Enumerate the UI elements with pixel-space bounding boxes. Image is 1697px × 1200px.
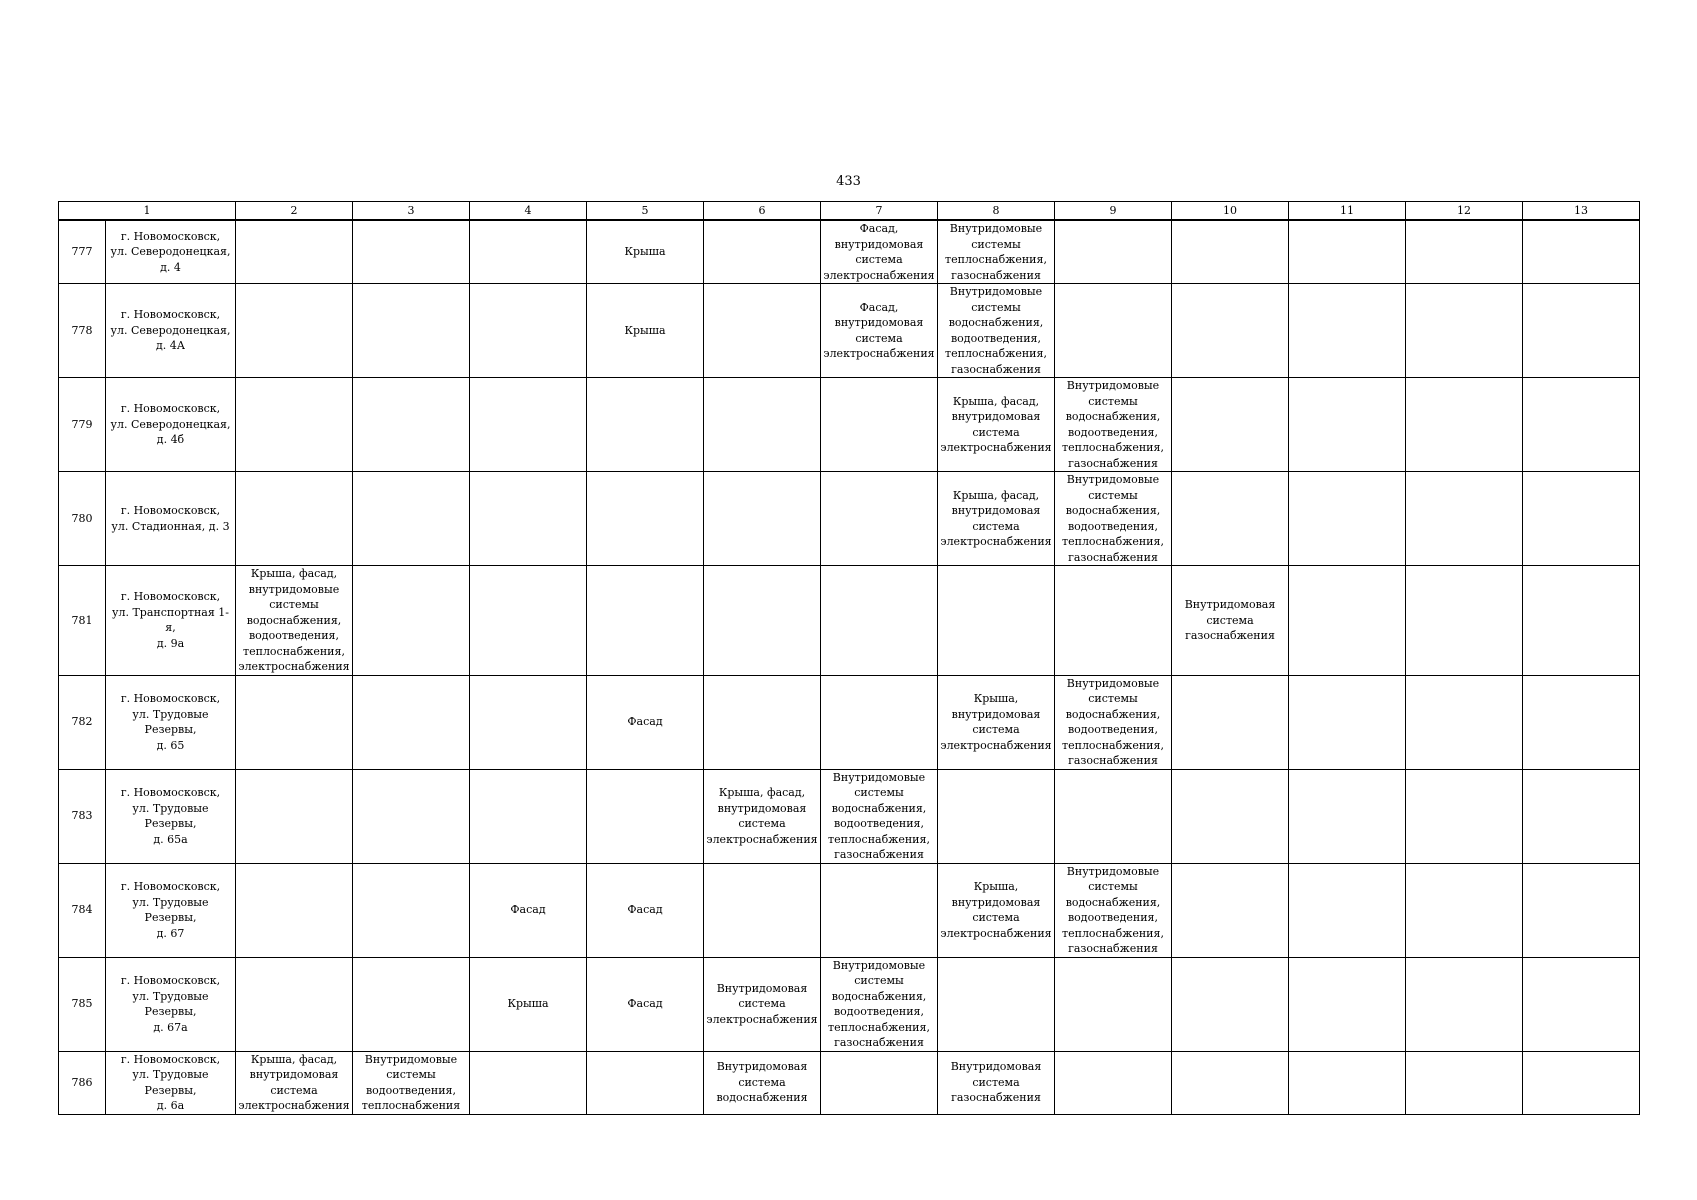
row-number: 778 <box>59 284 106 378</box>
work-cell <box>1523 378 1640 472</box>
work-cell: Внутридомовая система газоснабжения <box>1172 566 1289 676</box>
work-cell <box>587 1051 704 1114</box>
column-header: 7 <box>821 202 938 221</box>
row-number: 786 <box>59 1051 106 1114</box>
work-cell <box>1172 675 1289 769</box>
work-cell: Фасад, внутридомовая система электроснабжения <box>821 220 938 284</box>
work-cell <box>1055 566 1172 676</box>
work-cell <box>1406 1051 1523 1114</box>
work-cell <box>470 284 587 378</box>
work-cell <box>470 1051 587 1114</box>
table-row <box>59 566 1640 676</box>
work-cell <box>1289 566 1406 676</box>
work-cell: Внутридомовые системы водоснабжения, водоотведения, теплоснабжения, газоснабжения <box>1055 675 1172 769</box>
work-cell: Внутридомовые системы водоснабжения, водоотведения, теплоснабжения, газоснабжения <box>938 284 1055 378</box>
column-header: 8 <box>938 202 1055 221</box>
work-cell <box>821 378 938 472</box>
table-row <box>59 957 1640 1051</box>
work-cell: Крыша, фасад, внутридомовая система электроснабжения <box>938 378 1055 472</box>
work-cell: Внутридомовые системы водоснабжения, водоотведения, теплоснабжения, газоснабжения <box>821 769 938 863</box>
work-cell <box>1172 284 1289 378</box>
work-cell <box>1289 378 1406 472</box>
work-cell: Крыша <box>587 220 704 284</box>
work-cell: Фасад <box>587 957 704 1051</box>
row-number: 779 <box>59 378 106 472</box>
work-cell <box>1523 284 1640 378</box>
work-cell <box>1289 220 1406 284</box>
work-cell: Крыша <box>470 957 587 1051</box>
work-cell <box>587 378 704 472</box>
repair-schedule-table <box>58 201 1640 1115</box>
work-cell: Фасад <box>587 675 704 769</box>
work-cell <box>938 566 1055 676</box>
column-header: 9 <box>1055 202 1172 221</box>
work-cell <box>470 769 587 863</box>
address-cell: г. Новомосковск, ул. Северодонецкая, д. 4б <box>106 378 236 472</box>
work-cell <box>1289 957 1406 1051</box>
work-cell <box>704 566 821 676</box>
work-cell <box>353 863 470 957</box>
work-cell <box>1289 863 1406 957</box>
work-cell <box>470 472 587 566</box>
work-cell <box>1172 220 1289 284</box>
work-cell <box>1406 378 1523 472</box>
work-cell <box>704 863 821 957</box>
work-cell <box>704 378 821 472</box>
work-cell <box>353 220 470 284</box>
address-cell: г. Новомосковск, ул. Транспортная 1-я, д. 9а <box>106 566 236 676</box>
work-cell <box>470 675 587 769</box>
work-cell <box>1523 566 1640 676</box>
work-cell <box>353 472 470 566</box>
address-cell: г. Новомосковск, ул. Трудовые Резервы, д. 67 <box>106 863 236 957</box>
work-cell: Внутридомовые системы водоснабжения, водоотведения, теплоснабжения, газоснабжения <box>821 957 938 1051</box>
work-cell <box>821 472 938 566</box>
column-header: 5 <box>587 202 704 221</box>
work-cell: Крыша, внутридомовая система электроснабжения <box>938 675 1055 769</box>
work-cell <box>821 566 938 676</box>
column-header: 1 <box>59 202 236 221</box>
work-cell <box>1406 284 1523 378</box>
work-cell: Крыша <box>587 284 704 378</box>
work-cell: Крыша, фасад, внутридомовая система электроснабжения <box>704 769 821 863</box>
column-number-row <box>59 202 1640 221</box>
page-number: 433 <box>836 174 861 189</box>
work-cell <box>704 284 821 378</box>
work-cell: Фасад, внутридомовая система электроснабжения <box>821 284 938 378</box>
work-cell <box>821 675 938 769</box>
work-cell <box>587 769 704 863</box>
work-cell <box>1289 769 1406 863</box>
work-cell: Внутридомовые системы водоснабжения, водоотведения, теплоснабжения, газоснабжения <box>1055 863 1172 957</box>
work-cell <box>1172 472 1289 566</box>
work-cell: Крыша, фасад, внутридомовая система электроснабжения <box>236 1051 353 1114</box>
row-number: 780 <box>59 472 106 566</box>
work-cell: Внутридомовая система водоснабжения <box>704 1051 821 1114</box>
work-cell <box>938 769 1055 863</box>
column-header: 4 <box>470 202 587 221</box>
work-cell <box>353 769 470 863</box>
work-cell: Внутридомовая система газоснабжения <box>938 1051 1055 1114</box>
work-cell <box>1172 957 1289 1051</box>
work-cell <box>821 863 938 957</box>
work-cell <box>353 284 470 378</box>
address-cell: г. Новомосковск, ул. Северодонецкая, д. 4А <box>106 284 236 378</box>
work-cell <box>236 675 353 769</box>
work-cell <box>1523 220 1640 284</box>
work-cell <box>1406 675 1523 769</box>
work-cell <box>1406 566 1523 676</box>
table-row <box>59 220 1640 284</box>
work-cell <box>704 675 821 769</box>
table-row <box>59 284 1640 378</box>
row-number: 785 <box>59 957 106 1051</box>
work-cell <box>236 378 353 472</box>
row-number: 782 <box>59 675 106 769</box>
work-cell: Внутридомовые системы теплоснабжения, газоснабжения <box>938 220 1055 284</box>
work-cell <box>470 566 587 676</box>
address-cell: г. Новомосковск, ул. Стадионная, д. 3 <box>106 472 236 566</box>
work-cell <box>353 566 470 676</box>
work-cell <box>236 220 353 284</box>
table-row <box>59 378 1640 472</box>
work-cell <box>587 566 704 676</box>
work-cell <box>1523 1051 1640 1114</box>
table-row <box>59 769 1640 863</box>
work-cell <box>1289 675 1406 769</box>
address-cell: г. Новомосковск, ул. Северодонецкая, д. 4 <box>106 220 236 284</box>
work-cell: Внутридомовые системы водоотведения, теплоснабжения <box>353 1051 470 1114</box>
column-header: 2 <box>236 202 353 221</box>
row-number: 781 <box>59 566 106 676</box>
row-number: 777 <box>59 220 106 284</box>
work-cell <box>1289 1051 1406 1114</box>
work-cell: Внутридомовые системы водоснабжения, водоотведения, теплоснабжения, газоснабжения <box>1055 472 1172 566</box>
work-cell <box>821 1051 938 1114</box>
address-cell: г. Новомосковск, ул. Трудовые Резервы, д. 67а <box>106 957 236 1051</box>
work-cell <box>1172 863 1289 957</box>
row-number: 784 <box>59 863 106 957</box>
column-header: 11 <box>1289 202 1406 221</box>
column-header: 13 <box>1523 202 1640 221</box>
row-number: 783 <box>59 769 106 863</box>
work-cell <box>1406 957 1523 1051</box>
work-cell <box>704 220 821 284</box>
work-cell: Фасад <box>470 863 587 957</box>
address-cell: г. Новомосковск, ул. Трудовые Резервы, д. 65 <box>106 675 236 769</box>
work-cell <box>470 378 587 472</box>
address-cell: г. Новомосковск, ул. Трудовые Резервы, д. 6а <box>106 1051 236 1114</box>
work-cell <box>1172 1051 1289 1114</box>
work-cell <box>236 769 353 863</box>
work-cell <box>236 957 353 1051</box>
work-cell <box>1055 1051 1172 1114</box>
table-row <box>59 1051 1640 1114</box>
work-cell <box>1172 769 1289 863</box>
work-cell <box>1406 863 1523 957</box>
work-cell <box>236 284 353 378</box>
column-header: 12 <box>1406 202 1523 221</box>
work-cell <box>1055 957 1172 1051</box>
work-cell <box>353 957 470 1051</box>
table-row <box>59 863 1640 957</box>
work-cell <box>236 863 353 957</box>
table-body <box>59 202 1640 1115</box>
work-cell <box>1055 769 1172 863</box>
work-cell <box>1523 675 1640 769</box>
work-cell <box>470 220 587 284</box>
column-header: 6 <box>704 202 821 221</box>
work-cell <box>1523 769 1640 863</box>
work-cell: Фасад <box>587 863 704 957</box>
address-cell: г. Новомосковск, ул. Трудовые Резервы, д. 65а <box>106 769 236 863</box>
work-cell: Внутридомовые системы водоснабжения, водоотведения, теплоснабжения, газоснабжения <box>1055 378 1172 472</box>
work-cell: Внутридомовая система электроснабжения <box>704 957 821 1051</box>
work-cell <box>1523 863 1640 957</box>
work-cell <box>1055 284 1172 378</box>
table-row <box>59 472 1640 566</box>
work-cell <box>1523 957 1640 1051</box>
column-header: 10 <box>1172 202 1289 221</box>
work-cell <box>353 675 470 769</box>
work-cell <box>1172 378 1289 472</box>
work-cell <box>236 472 353 566</box>
work-cell <box>587 472 704 566</box>
work-cell <box>1406 472 1523 566</box>
table-row <box>59 675 1640 769</box>
work-cell <box>704 472 821 566</box>
work-cell <box>1406 769 1523 863</box>
work-cell: Крыша, фасад, внутридомовая система электроснабжения <box>938 472 1055 566</box>
work-cell <box>1406 220 1523 284</box>
work-cell <box>1055 220 1172 284</box>
work-cell <box>938 957 1055 1051</box>
work-cell <box>353 378 470 472</box>
work-cell: Крыша, фасад, внутридомовые системы водоснабжения, водоотведения, теплоснабжения, электроснабжения <box>236 566 353 676</box>
work-cell <box>1289 472 1406 566</box>
work-cell <box>1523 472 1640 566</box>
work-cell: Крыша, внутридомовая система электроснабжения <box>938 863 1055 957</box>
column-header: 3 <box>353 202 470 221</box>
work-cell <box>1289 284 1406 378</box>
